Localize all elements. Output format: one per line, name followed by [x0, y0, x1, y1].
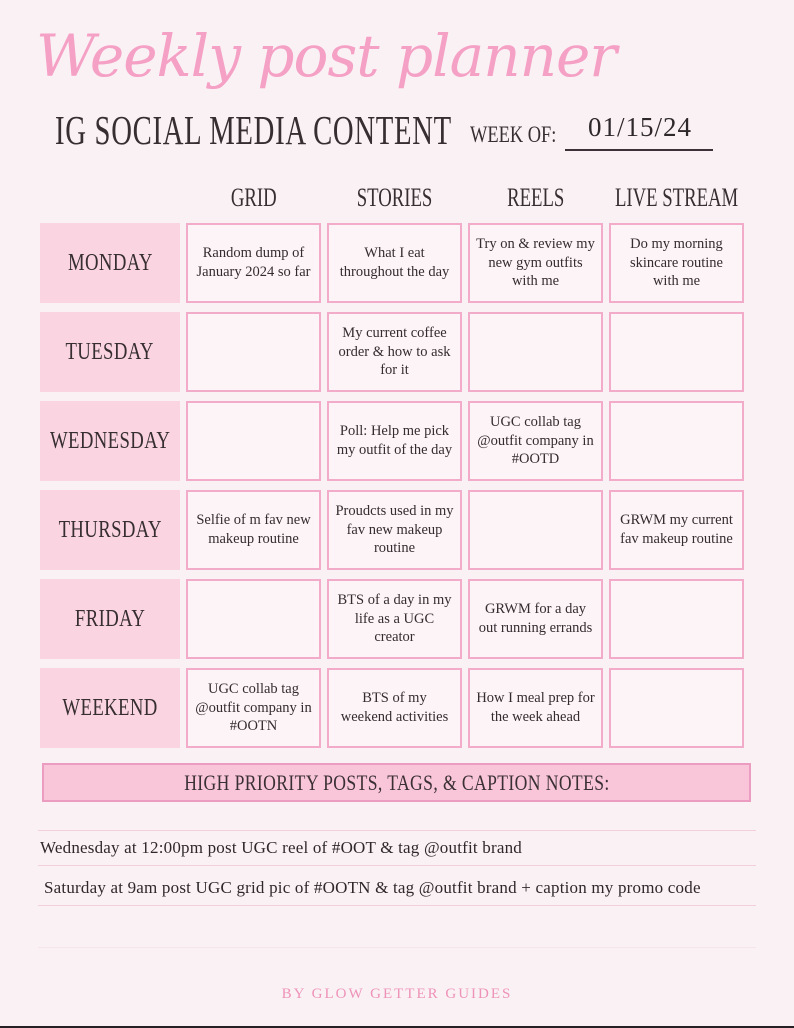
day-label-friday-text: FRIDAY [74, 605, 146, 632]
cell-tuesday-stories: My current coffee order & how to ask for it [327, 312, 462, 392]
column-header-grid-label: GRID [230, 182, 277, 212]
column-header-reels-label: REELS [506, 182, 565, 212]
day-label-friday [40, 579, 180, 659]
table-row-weekend [40, 668, 746, 748]
day-label-thursday-text: THURSDAY [58, 516, 162, 543]
cell-friday-stories: BTS of a day in my life as a UGC creator [327, 579, 462, 659]
cell-tuesday-grid [186, 312, 321, 392]
cell-monday-livestream: Do my morning skincare routine with me [609, 223, 744, 303]
cell-friday-livestream [609, 579, 744, 659]
cell-thursday-reels [468, 490, 603, 570]
cell-thursday-livestream: GRWM my current fav makeup routine [609, 490, 744, 570]
week-of-label: WEEK OF: [470, 122, 557, 147]
cell-wednesday-grid [186, 401, 321, 481]
cell-wednesday-livestream [609, 401, 744, 481]
high-priority-banner [42, 763, 751, 802]
cell-friday-grid [186, 579, 321, 659]
cell-friday-reels: GRWM for a day out running errands [468, 579, 603, 659]
day-label-wednesday [40, 401, 180, 481]
table-body [40, 223, 746, 748]
planner-table [40, 184, 746, 748]
cell-thursday-stories: Proudcts used in my fav new makeup routine [327, 490, 462, 570]
column-header-grid [186, 184, 321, 211]
notes-rule-faint [38, 947, 756, 948]
notes-rule-bottom [38, 905, 756, 906]
table-row-thursday [40, 490, 746, 570]
column-header-stories [327, 184, 462, 211]
day-label-thursday [40, 490, 180, 570]
day-label-weekend-text: WEEKEND [62, 694, 158, 721]
column-header-livestream [609, 184, 744, 211]
table-row-wednesday [40, 401, 746, 481]
page-subtitle: IG SOCIAL MEDIA CONTENT [55, 107, 452, 153]
week-of-underline [565, 149, 713, 151]
cell-thursday-grid: Selfie of m fav new makeup routine [186, 490, 321, 570]
week-of-value: 01/15/24 [588, 112, 693, 142]
cell-monday-grid: Random dump of January 2024 so far [186, 223, 321, 303]
cell-weekend-stories: BTS of my weekend activities [327, 668, 462, 748]
table-row-friday [40, 579, 746, 659]
page-title-script: Weekly post planner [36, 22, 617, 90]
day-label-wednesday-text: WEDNESDAY [49, 427, 171, 454]
note-line-saturday: Saturday at 9am post UGC grid pic of #OOTN & tag @outfit brand + caption my promo code [44, 878, 701, 897]
column-header-livestream-label: LIVE STREAM [614, 182, 739, 212]
cell-tuesday-reels [468, 312, 603, 392]
cell-monday-reels: Try on & review my new gym outfits with me [468, 223, 603, 303]
column-header-row [40, 184, 746, 211]
cell-weekend-grid: UGC collab tag @outfit company in #OOTN [186, 668, 321, 748]
day-label-tuesday [40, 312, 180, 392]
note-line-wednesday: Wednesday at 12:00pm post UGC reel of #OOT & tag @outfit brand [40, 838, 522, 857]
column-header-reels [468, 184, 603, 211]
footer-credit: BY GLOW GETTER GUIDES [281, 986, 513, 1002]
day-label-weekend [40, 668, 180, 748]
day-label-tuesday-text: TUESDAY [65, 338, 155, 365]
cell-monday-stories: What I eat throughout the day [327, 223, 462, 303]
table-row-monday [40, 223, 746, 303]
cell-wednesday-reels: UGC collab tag @outfit company in #OOTD [468, 401, 603, 481]
cell-weekend-reels: How I meal prep for the week ahead [468, 668, 603, 748]
cell-tuesday-livestream [609, 312, 744, 392]
table-row-tuesday [40, 312, 746, 392]
notes-rule-middle [38, 865, 756, 866]
cell-wednesday-stories: Poll: Help me pick my outfit of the day [327, 401, 462, 481]
column-header-spacer [40, 184, 180, 211]
cell-weekend-livestream [609, 668, 744, 748]
notes-rule-top [38, 830, 756, 831]
column-header-stories-label: STORIES [356, 182, 433, 212]
day-label-monday [40, 223, 180, 303]
day-label-monday-text: MONDAY [67, 249, 153, 276]
high-priority-banner-text: HIGH PRIORITY POSTS, TAGS, & CAPTION NOTES: [183, 769, 610, 795]
